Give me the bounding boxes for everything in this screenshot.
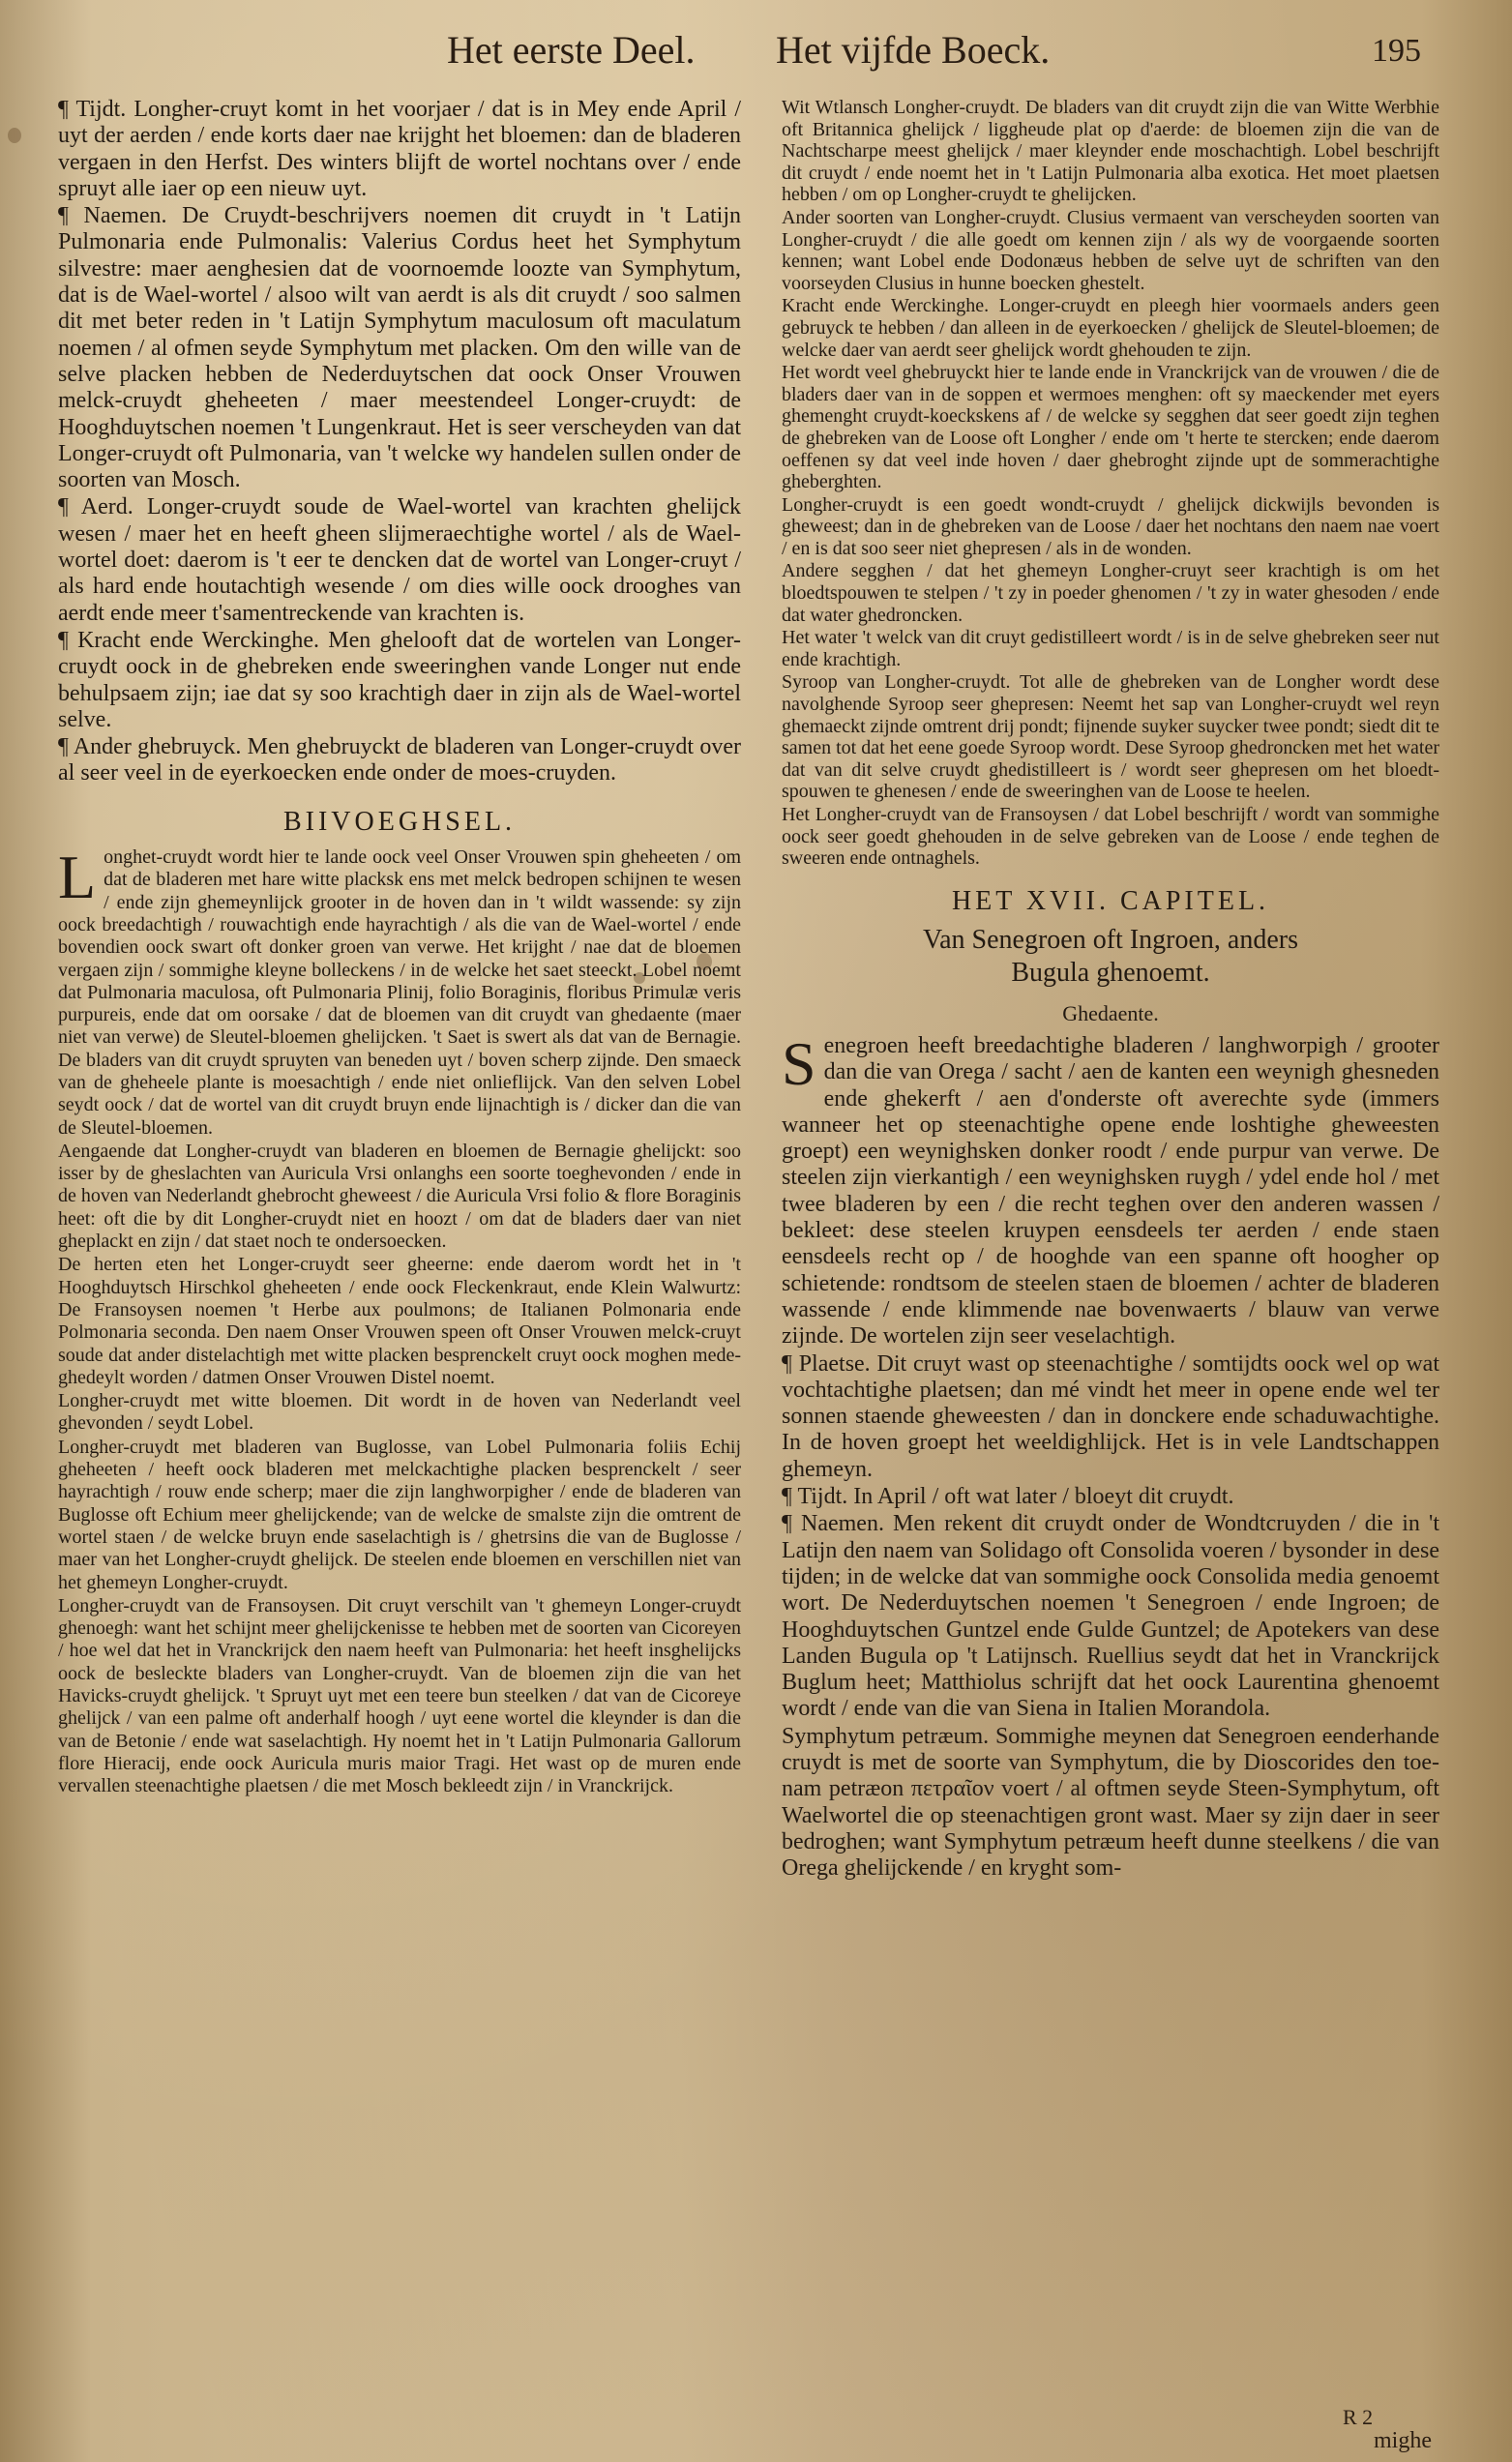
paragraph-ghebruyck: Het wordt veel ghebruyckt hier te lande ende in Vranckrijck van de vrouwen / die de bladers daer van in de soppen et wermoes menghen: oft sy maeckender met eyers ghemenght cruydt-koeckskens af / de welcke sy segghen dat seer goedt zijn teghen de ghebreken van de Loose oft Longher / ende om 't herte te stercken; ende daerom oeffenen sy dat veel inde hoven / daer ghebroght zijnde upt de sommerachtighe gheberghten. [782, 362, 1439, 493]
subheading-ghedaente: Ghedaente. [1062, 1001, 1159, 1026]
paragraph-wondt-cruydt: Longher-cruydt is een goedt wondt-cruydt / ghelijck dickwijls bevonden is gheweest; dan in de ghebreken van de Loose / daer het nochtans den naem nae voert / en is dat soo seer niet ghepresen / als in de wonden. [782, 493, 1439, 559]
paragraph-ander-soorten: Ander soorten van Longher-cruydt. Clusius vermaent van verscheyden soorten van Longher-cruydt / die alle goedt om kennen zijn / als wy de voorgaende soorten kennen; want Lobel ende Dodonæus hebben de selve uyt de schriften van den voorseyden Clusius in hunne boecken ghestelt. [782, 206, 1439, 294]
paragraph-wit-wtlansch: Wit Wtlansch Longher-cruydt. De bladers van dit cruydt zijn die van Witte Werbhie oft Britannica ghelijck / liggheude plat op d'aerde: de bloemen zijn die van de Nachtscharpe meest ghelijck / maer kleynder ende moschachtigh. Lobel beschrijft dit cruydt / ende noemt het in 't Latijn Pulmonaria alba exotica. Het moet plaetsen hebben / om op Longher-cruydt te ghelijcken. [782, 97, 1439, 206]
paragraph-naemen: ¶ Naemen. Men rekent dit cruydt onder de Wondtcruyden / die in 't Latijn den naem van Solidago oft Consolida voeren / bysonder in dese tijden; in de welcke dat van sommighe oock Consolida media genoemt wort. De Nederduytschen noemen 't Senegroen / ende Ingroen; de Hooghduytschen Guntzel ende Gulde Guntzel; de Apotekers van dese Landen Bugula op 't Latijnsch. Ruellius seydt dat het in Vranckrijck Buglum heet; Matthiolus schrijft dat het oock Laurentina ghenoemt wordt / ende van die van Siena in Italien Morandola. [782, 1511, 1439, 1722]
paragraph-bloedtspouwen: Andere segghen / dat het ghemeyn Longher-cruyt seer krachtigh is om het bloedtspouwen te stelpen / 't zy in poeder ghenomen / 't zy in water ghesoden / ende dat water ghedroncken. [782, 560, 1439, 626]
paragraph-naemen: ¶ Naemen. De Cruydt-beschrijvers noemen dit cruydt in 't Latijn Pulmonaria ende Pulmonalis: Valerius Cordus heet het Symphytum silvestre: maer aenghesien dat de voornoemde loozte van Symphytum, dat is de Wael-wortel / alsoo wilt van aerdt is als dit cruydt / soo salmen dit met beter reden in 't Latijn Symphytum maculosum oft maculatum noemen / al ofmen seyde Symphytum met placken. Om den wille van de selve placken hebben de Nederduytschen dat oock Onser Vrouwen melck-cruydt gheheeten / maer meestendeel Longer-cruydt: de Hooghduytschen noemen 't Lungenkraut. Het is seer verscheyden van dat Longer-cruydt oft Pulmonaria, van 't welcke wy handelen sullen onder de soorten van Mosch. [58, 203, 741, 493]
paragraph-tijdt: ¶ Tijdt. In April / oft wat later / bloeyt dit cruydt. [782, 1484, 1234, 1510]
paragraph-kracht: Kracht ende Werckinghe. Longer-cruydt en pleegh hier voormaels anders geen gebruyck te hebben / dan alleen in de eyerkoecken / ghelijck de Sleutel-bloemen; de welcke daer van aerdt seer ghelijck wordt ghehouden te zijn. [782, 295, 1439, 361]
paragraph-text: onghet-cruydt wordt hier te lande oock veel Onser Vrouwen spin gheheeten / om dat de bladeren met hare witte placksk ens met melck bedropen schijnen te wesen / ende zijn ghemeynlijck grooter in de hoven dan in 't wildt wassende: sy zijn oock breedachtigh / rouwachtigh ende hayrachtigh / als die van de Wael-wortel / ende bovendien oock swart oft donker groen van verwe. Het krijght / nae dat de bloemen vergaen zijn / sommighe kleyne bolleckens / in de welcke het saet steeckt. Lobel noemt dat Pulmonaria maculosa, oft Pulmonaria Plinij, folio Boraginis, floribus Primulæ veris purpureis, ende dat om oorsake / dat de bloemen van dit cruydt van ghedaente (maer niet van verwe) de Sleutel-bloemen ghelijcken. 't Saet is swert als dat van de Bernagie. De bladers van dit cruydt spruyten van beneden uyt / boven scherp zijnde. Den smaeck van de gheheele plante is moesachtigh / ende niet onlieflijck. Van den selven Lobel seydt oock / dat de wortel van dit cruydt bruyn ende lijnachtigh is / dicker dan die van de Sleutel-bloemen. [58, 846, 741, 1139]
paragraph-tijdt: ¶ Tijdt. Longher-cruyt komt in het voorjaer / dat is in Mey ende April / uyt der aerden / ende korts daer nae krijght het bloemen: dan de bladeren vergaen in den Herfst. Des winters blijft de wortel nochtans over / ende spruyt alle iaer op een nieuw uyt. [58, 97, 741, 201]
paragraph-water: Het water 't welck van dit cruyt gedistilleert wordt / is in de selve ghebreken seer nut ende krachtigh. [782, 627, 1439, 670]
left-column [58, 97, 741, 1798]
paragraph-symphytum-petraeum: Symphytum petræum. Sommighe meynen dat Senegroen eenderhande cruydt is met de soorte van Symphytum, die by Dioscorides den toe-nam petræon πετραῖον voert / al oftmen seyde Steen-Symphytum, oft Waelwortel die op steenachtigen gront wast. Maer sy zijn daer in seer bedroghen; want Symphytum petræum heeft dunne steelkens / die van Orega ghelijckende / en kryght som- [782, 1723, 1439, 1882]
catchword: mighe [1374, 2428, 1432, 2453]
chapter-title [782, 924, 1439, 990]
paragraph-aerd: ¶ Aerd. Longer-cruydt soude de Wael-wortel van krachten ghelijck wesen / maer het en heeft gheen slijmeraechtighe wortel / als de Wael-wortel doet: daerom is 't eer te dencken dat de wortel van Longer-cruyt / als hard ende houtachtigh wesende / om dies wille oock drooghes van aerdt ende meer t'samentreckende van krachten is. [58, 494, 741, 626]
paragraph-buglosse: Longher-cruydt met bladeren van Buglosse, van Lobel Pulmonaria foliis Echij gheheeten / heeft oock bladeren met melckachtighe placken besprenckelt / seer hayrachtigh / rouw ende scherp; maer die zijn langhworpigher / ende de bladeren van Buglosse oft Echium meer ghelijckende; van de welcke de smalste zijn die omtrent de wortel staen / de welcke bruyn ende saselachtigh is / ghetrsins die van de Buglosse / maer van het Longher-cruydt ghelijck. De steelen ende bloemen en verschillen niet van het ghemeyn Longher-cruydt. [58, 1436, 741, 1593]
paragraph-witte-bloemen: Longher-cruydt met witte bloemen. Dit wordt in de hoven van Nederlandt veel ghevonden / seydt Lobel. [58, 1390, 741, 1435]
paragraph-bijvoeghsel [58, 843, 741, 1140]
running-head-left: Het eerste Deel. [447, 28, 696, 72]
paragraph-senegroen [782, 1028, 1439, 1350]
chapter-title-line-1: Van Senegroen oft Ingroen, anders [923, 925, 1298, 956]
drop-cap: L [58, 843, 97, 912]
paragraph-plaetse: ¶ Plaetse. Dit cruyt wast op steenachtighe / somtijdts oock wel op wat vochtachtighe plaetsen; dan mé vindt het meer in opene ende wel ter sonnen staende gheweesten / dan in donckere ende schaduwachtighe. In de hoven groept het weeldighlijck. Het is in vele Landtschappen ghemeyn. [782, 1350, 1439, 1482]
chapter-heading: HET XVII. CAPITEL. [951, 885, 1270, 916]
signature-mark: R 2 [1343, 2405, 1374, 2429]
chapter-title-line-2: Bugula ghenoemt. [1011, 958, 1210, 989]
paragraph-auricula: Aengaende dat Longher-cruydt van bladeren en bloemen de Bernagie ghelijckt: soo isser by de gheslachten van Auricula Vrsi onlanghs een soorte toeghevonden / ende in de hoven van Nederlandt ghebrocht gheweest / die Auricula Vrsi folio & flore Boraginis heet: oft die by dit Longher-cruydt niet en hoozt / om dat de bladers daer van niet gheplackt en zijn / dat staet noch te ondersoecken. [58, 1140, 741, 1253]
paragraph-text: enegroen heeft breedachtighe bladeren / langhworpigh / grooter dan die van Orega / sacht / aen de kanten een weynigh ghesneden ende ghekerft / aen d'onderste oft averechte syde (immers wanneer het op steenachtighe opene ende loshtighe gheweesten groept) een weynighsken donker roodt / ende purpur van verwe. De steelen zijn vierkantigh / een weynighsken ruygh / ydel ende hol / met twee bladeren by een / die recht teghen over den anderen wassen / bekleet: dese steelen kruypen eensdeels ter aerden / ende staen eensdeels recht op / de hooghde van een spanne oft hoogher op schietende: rondtsom de steelen staen de bloemen / achter de bladeren wassende / ende klimmende nae bovenwaerts / blauw van verwe zijnde. De wortelen zijn seer veselachtigh. [782, 1032, 1439, 1350]
running-head-right: Het vijfde Boeck. [776, 28, 1051, 72]
page-number: 195 [1372, 33, 1421, 69]
section-heading: BIIVOEGHSEL. [282, 806, 517, 837]
paragraph-herten: De herten eten het Longer-cruydt seer gheerne: ende daerom wordt het in 't Hooghduytsch Hirschkol gheheeten / ende oock Fleckenkraut, ende Klein Walwurtz: De Fransoysen noemen 't Herbe aux poulmons; de Italianen Polmonaria ende Polmonaria seconda. Den naem Onser Vrouwen speen oft Onser Vrouwen melck-cruyt soude dat ander distelachtigh met witte placken besprenckelt cruyt oock moghen mede-ghedeylt worden / datmen Onser Vrouwen Distel noemt. [58, 1254, 741, 1388]
paragraph-ander-ghebruyck: ¶ Ander ghebruyck. Men ghebruyckt de bladeren van Longer-cruydt over al seer veel in de eyerkoecken ende onder de moes-cruyden. [58, 734, 741, 786]
paragraph-lobel: Het Longher-cruydt van de Fransoysen / dat Lobel beschrijft / wordt van sommighe oock seer goedt ghehouden in de selve gebreken van de Loose / ende teghen de sweeren ende ontnaghels. [782, 804, 1439, 870]
ink-stain [8, 128, 21, 143]
paragraph-fransoysen: Longher-cruydt van de Fransoysen. Dit cruyt verschilt van 't ghemeyn Longer-cruydt ghenoegh: want het schijnt meer ghelijckenisse te hebben met de soorten van Cicoreyen / hoe wel dat het in Vranckrijck den naem heeft van Pulmonaria: het heeft insghelijcks oock de besleckte bladers van Longher-cruydt. Van de bloemen zijn die van het Havicks-cruydt ghelijck. 't Spruyt uyt met een teere bun steelken / dat van de Cicoreye ghelijck / van een palme oft anderhalf hoogh / uyt eene wortel die kleynder is dan die van de Betonie / ende wat saselachtigh. Hy noemt het in 't Latijn Pulmonaria Gallorum flore Hieracij, ende oock Auricula muris maior Tragi. Het wast op de muren ende vervallen steenachtighe plaetsen / die met Mosch bekleedt zijn / in Vranckrijck. [58, 1594, 741, 1797]
drop-cap: S [782, 1028, 816, 1098]
paragraph-kracht: ¶ Kracht ende Werckinghe. Men ghelooft dat de wortelen van Longer-cruydt oock in de ghebreken ende sweeringhen vande Longer nut ende behulpsaem zijn; iae dat sy soo krachtigh daer in zijn als de Wael-wortel selve. [58, 627, 741, 732]
paragraph-syroop: Syroop van Longher-cruydt. Tot alle de ghebreken van de Longher wordt dese navolghende Syroop seer ghepresen: Neemt het sap van Longher-cruydt wel reyn ghemaeckt zijnde omtrent drij pondt; fijnende suyker suycker twee pondt; siedt dit te samen tot dat het eene goede Syroop wordt. Dese Syroop ghedroncken met het water dat van dit selve cruydt ghedistilleert is / wordt seer ghepresen om het bloedt-spouwen te ghenesen / ende de sweeringhen van de Loose te heelen. [782, 671, 1439, 803]
right-column [782, 97, 1439, 1883]
